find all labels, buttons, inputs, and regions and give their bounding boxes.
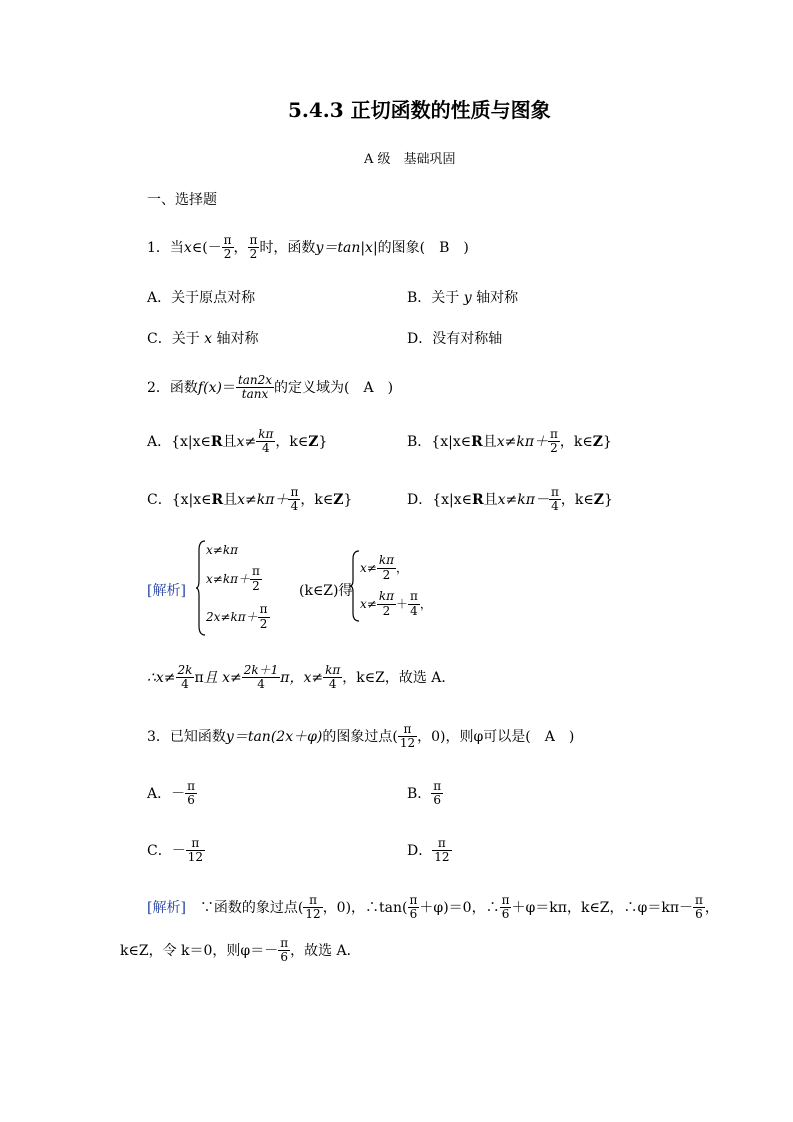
- level-subtitle: A 级 基础巩固: [364, 152, 456, 167]
- q3-option-d: D． $\frac{\pi}{12}$: [407, 836, 450, 865]
- q2-option-c: C． {x|x∈ R 且 x≠kπ＋ $\frac{\pi}{4}$ ，k∈ Z }: [147, 485, 353, 514]
- q1-option-c: C．关于 x 轴对称: [147, 331, 259, 347]
- page-title: 5.4.3 正切函数的性质与图象: [288, 98, 551, 122]
- fraction-pi-over-4: $\frac{\pi}{4}$: [550, 485, 559, 514]
- left-brace-icon: [350, 550, 360, 622]
- q1-option-b: B．关于 y 轴对称: [407, 290, 519, 306]
- q2-conclusion: ∴x≠ $\frac{2k}{4}$ π 且 x≠ $\frac{2k+1}{4}$ π，x≠ $\frac{k\pi}{4}$ ，k∈Z，故选 A．: [147, 663, 456, 692]
- q3-option-b: B． $\frac{\pi}{6}$: [407, 779, 442, 808]
- q3-option-c: C．－ $\frac{\pi}{12}$: [147, 836, 203, 865]
- fraction-tan2x-over-tanx: $\frac{\tan 2x}{\tan x}$: [237, 373, 273, 402]
- q3-solution: [解析] ∵函数的象过点( $\frac{\pi}{12}$ ，0)，∴tan( $\frac{\pi}{6}$ ＋φ)＝0，∴ $\frac{\pi}{6}$ ＋φ＝kπ，k∈Z，∴φ＝kπ－ $\frac{\pi}{6}$ ，: [147, 893, 719, 922]
- left-brace-icon: [196, 540, 206, 636]
- fraction-pi-over-4: $\frac{\pi}{4}$: [290, 485, 299, 514]
- q2-option-a: A． {x|x∈ R 且 x≠ $\frac{k\pi}{4}$ ，k∈ Z }: [147, 427, 328, 456]
- q2-option-d: D． {x|x∈ R 且 x≠kπ－ $\frac{\pi}{4}$ ，k∈ Z }: [407, 485, 613, 514]
- q3-option-a: A．－ $\frac{\pi}{6}$: [147, 779, 196, 808]
- question-1-stem: 1．当 x ∈(－ $\frac{\pi}{2}$ ， $\frac{\pi}{2}$ 时，函数 y＝tan|x| 的图象( B ): [147, 233, 469, 262]
- fraction-pi-over-2: $\frac{\pi}{2}$: [223, 233, 232, 262]
- q1-option-a: A．关于原点对称: [147, 290, 256, 306]
- fraction-pi-over-2: $\frac{\pi}{2}$: [249, 233, 258, 262]
- q3-solution-cont: k∈Z，令 k＝0，则φ＝－ $\frac{\pi}{6}$ ，故选 A．: [120, 936, 361, 965]
- q2-solution-label: [解析]: [147, 583, 186, 599]
- q1-option-d: D．没有对称轴: [407, 331, 503, 347]
- q2-option-b: B． {x|x∈ R 且 x≠kπ＋ $\frac{\pi}{2}$ ，k∈ Z }: [407, 427, 612, 456]
- question-3-stem: 3．已知函数 y＝tan(2x＋φ) 的图象过点( $\frac{\pi}{12}$ ，0)，则φ可以是( A ): [147, 722, 575, 751]
- q2-system-right: x≠ $\frac{k\pi}{2}$ ， x≠ $\frac{k\pi}{2}$ ＋ $\frac{\pi}{4}$ ，: [350, 550, 432, 622]
- section-heading: 一、选择题: [147, 192, 217, 208]
- fraction-kpi-over-4: $\frac{k\pi}{4}$: [258, 427, 274, 456]
- question-2-stem: 2．函数 f(x) ＝ $\frac{\tan 2x}{\tan x}$ 的定义域为( A ): [147, 373, 394, 402]
- fraction-pi-over-2: $\frac{\pi}{2}$: [550, 427, 558, 456]
- q2-system-left: x≠kπ x≠kπ＋ $\frac{\pi}{2}$ 2x≠kπ＋ $\frac{\pi}{2}$: [196, 540, 270, 636]
- q2-system-condition: (k∈Z)得: [299, 583, 353, 599]
